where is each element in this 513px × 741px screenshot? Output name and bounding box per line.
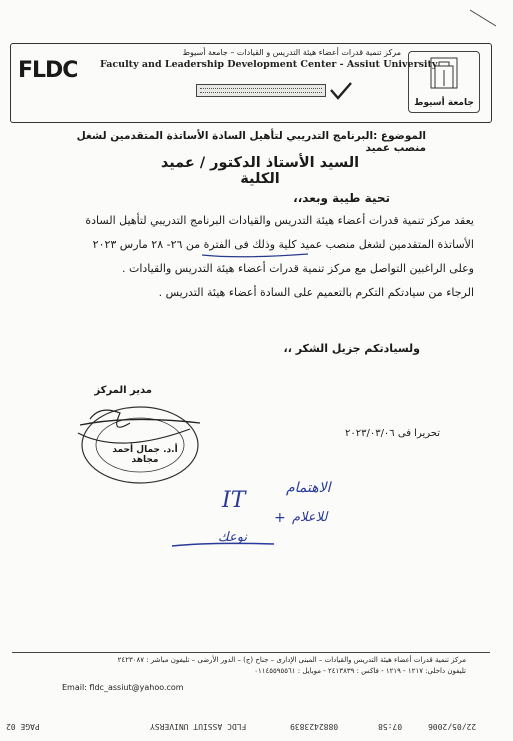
fax-header-bar: [0, 722, 513, 736]
body-line-3: وعلى الراغبين التواصل مع مركز تنمية قدرات أعضاء هيئة التدريس والقيادات .: [122, 262, 474, 275]
body-line-2: الأساتذة المتقدمين لشغل منصب عميد كلية وذلك فى الفترة من ٢٦- ٢٨ مارس ٢٠٢٣: [92, 238, 474, 251]
footer-address: مركز تنمية قدرات أعضاء هيئة التدريس والقيادات – المبنى الإدارى – جناح (ج) – الدور الأرضى – تليفون مباشر : ٢٤٢٣٠٨٧: [117, 656, 466, 664]
fax-time: 07:58: [378, 722, 403, 731]
underline-mark: [200, 252, 310, 260]
fldc-logo: [18, 58, 88, 96]
handwritten-stroke: [170, 532, 280, 552]
footer-divider: [12, 652, 490, 653]
issue-date: تحريرا فى ٢٠٢٣/٠٣/٠٦: [344, 428, 440, 439]
fax-page: PAGE 02: [6, 722, 40, 731]
handwritten-line-2: الاهتمام: [286, 480, 331, 496]
check-mark-icon: [328, 80, 354, 102]
fldc-logo-text: FLDC: [18, 58, 78, 83]
fax-sender: FLDC ASSIUT UNIVERSY: [150, 722, 247, 731]
director-label: مدير المركز: [94, 385, 152, 396]
letter-greeting: تحية طيبة وبعد،،: [293, 191, 390, 205]
handwritten-line-3: للاعلام: [292, 510, 328, 525]
university-logo-text: جامعة أسيوط: [414, 98, 474, 108]
body-line-1: يعقد مركز تنمية قدرات أعضاء هيئة التدريس والقيادات البرنامج التدريبي لتأهيل السادة: [85, 214, 474, 227]
corner-line-mark: [468, 8, 498, 28]
letterhead-arabic-title: مركز تنمية قدرات أعضاء هيئة التدريس و القيادات – جامعة أسيوط: [182, 48, 401, 57]
footer-email: Email: fldc_assiut@yahoo.com: [62, 683, 184, 692]
letter-salutation: السيد الأستاذ الدكتور / عميد الكلية: [160, 155, 360, 187]
handwritten-line-4: نوعك: [218, 530, 248, 545]
handwritten-annotation: [170, 470, 390, 560]
body-line-4: الرجاء من سيادتكم التكرم بالتعميم على السادة أعضاء هيئة التدريس .: [158, 286, 474, 299]
letterhead-english-title: Faculty and Leadership Development Center - Assiut University: [100, 59, 438, 70]
letterhead-decorative-strip: [196, 84, 326, 97]
handwritten-line-1: IT: [222, 488, 246, 513]
fax-date: 22/05/2006: [428, 722, 477, 731]
letter-subject: الموضوع :البرنامج التدريبي لتأهيل السادة الأساتذة المتقدمين لشغل منصب عميد: [76, 130, 426, 154]
plus-mark-icon: +: [274, 510, 286, 526]
signer-name: أ.د. جمال أحمد مجاهد: [112, 445, 178, 465]
fax-number: 0882423839: [290, 722, 339, 731]
footer-phones: تليفون داخلى: ١٢١٧ - ١٢١٩ - فاكس : ٢٤١٣٨٣٩ - موبايل : ٠١١٤٥٥٩٥٥٦١: [254, 667, 466, 675]
letter-closing: ولسيادتكم جزيل الشكر ،،: [283, 342, 420, 355]
